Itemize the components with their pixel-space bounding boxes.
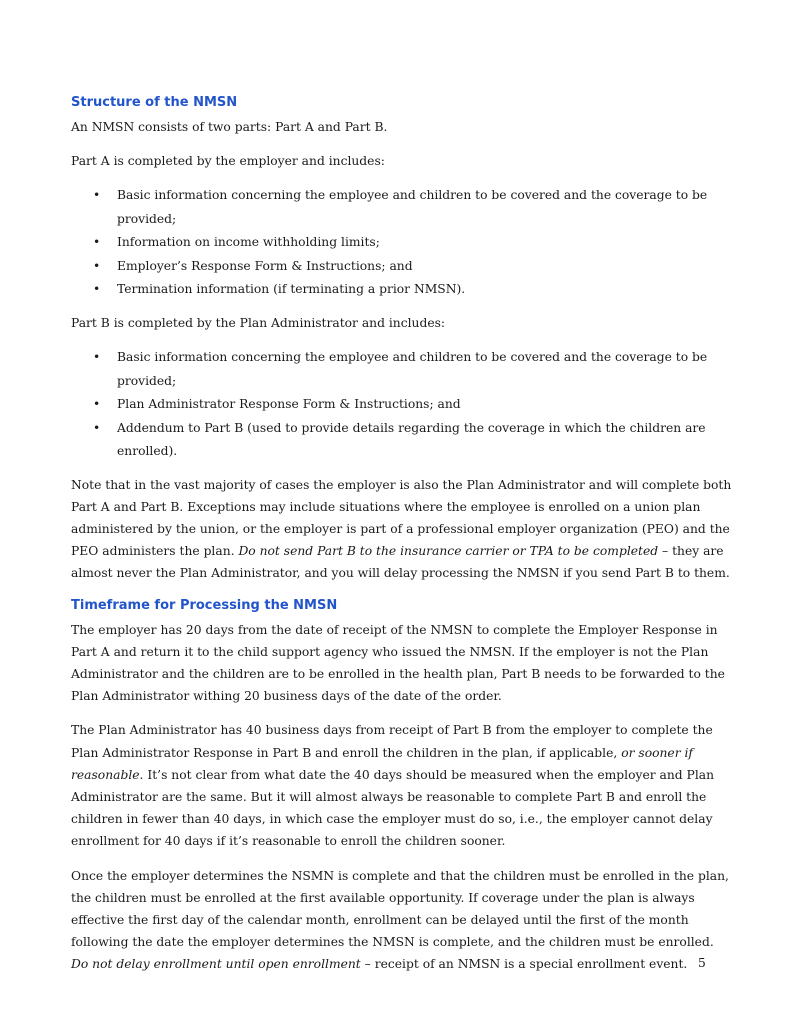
para2-text: The Plan Administrator has 40 business days from receipt of Part B from the employer to complete the Plan Administrator Response in Part B and enroll the children in the plan, if applicable, bbox=[71, 723, 713, 760]
note-italic: Do not send Part B to the insurance carrier or TPA to be completed bbox=[238, 544, 659, 559]
part-b-intro: Part B is completed by the Plan Administrator and includes: bbox=[71, 315, 446, 330]
timeframe-paragraph-3 bbox=[71, 865, 733, 976]
list-item: • Employer’s Response Form & Instructions; and bbox=[71, 255, 733, 279]
list-item: • Addendum to Part B (used to provide details regarding the coverage in which the children are enrolled). bbox=[71, 417, 733, 464]
part-a-list bbox=[71, 184, 733, 302]
para2-tail: . It’s not clear from what date the 40 days should be measured when the employer and Plan Administrator are the same. But it will almost always be reasonable to complete Part B and enroll the children in fewer than 40 days, in which case the employer must do so, i.e., the employer cannot delay enrollment for 40 days if it’s reasonable to enroll the children sooner. bbox=[71, 767, 715, 849]
timeframe-paragraph-1: The employer has 20 days from the date of receipt of the NMSN to complete the Employer Response in Part A and return it to the child support agency who issued the NMSN. If the employer is not the Plan Administrator and the children are to be enrolled in the health plan, Part B needs to be forwarded to the Plan Administrator withing 20 business days of the date of the order. bbox=[71, 622, 725, 704]
list-item: • Plan Administrator Response Form & Instructions; and bbox=[71, 393, 733, 417]
part-b-list bbox=[71, 346, 733, 464]
para3-italic: Do not delay enrollment until open enrollment bbox=[71, 957, 361, 972]
section-heading-timeframe: Timeframe for Processing the NMSN bbox=[71, 597, 338, 613]
note-tail: – they are almost never the Plan Administrator, and you will delay processing the NMSN if you send Part B to them. bbox=[71, 544, 730, 581]
note-text: Note that in the vast majority of cases the employer is also the Plan Administrator and will complete both Part A and Part B. Exceptions may include situations where the employee is enrolled on a union plan administered by the union, or the employer is part of a professional employer organization (PEO) and the PEO administers the plan. bbox=[71, 477, 732, 559]
note-paragraph bbox=[71, 474, 733, 585]
list-item: • Basic information concerning the employee and children to be covered and the coverage to be provided; bbox=[71, 184, 733, 231]
para3-text: Once the employer determines the NSMN is complete and that the children must be enrolled in the plan, the children must be enrolled at the first available opportunity. If coverage under the plan is always effective the first day of the calendar month, enrollment can be delayed until the first of the month following the date the employer determines the NMSN is complete, and the children must be enrolled. bbox=[71, 868, 729, 950]
list-item: • Termination information (if terminating a prior NMSN). bbox=[71, 278, 733, 302]
list-item: • Basic information concerning the employee and children to be covered and the coverage to be provided; bbox=[71, 346, 733, 393]
structure-intro: An NMSN consists of two parts: Part A and Part B. bbox=[71, 120, 388, 134]
section-heading-structure: Structure of the NMSN bbox=[71, 95, 238, 110]
page-number: 5 bbox=[698, 956, 706, 970]
document-page bbox=[71, 94, 733, 988]
para3-tail: – receipt of an NMSN is a special enrollment event. bbox=[360, 957, 688, 972]
para2-italic: or sooner if reasonable bbox=[71, 745, 693, 782]
timeframe-paragraph-2 bbox=[71, 719, 733, 852]
list-item: • Information on income withholding limits; bbox=[71, 231, 733, 255]
part-a-intro: Part A is completed by the employer and includes: bbox=[71, 154, 385, 169]
